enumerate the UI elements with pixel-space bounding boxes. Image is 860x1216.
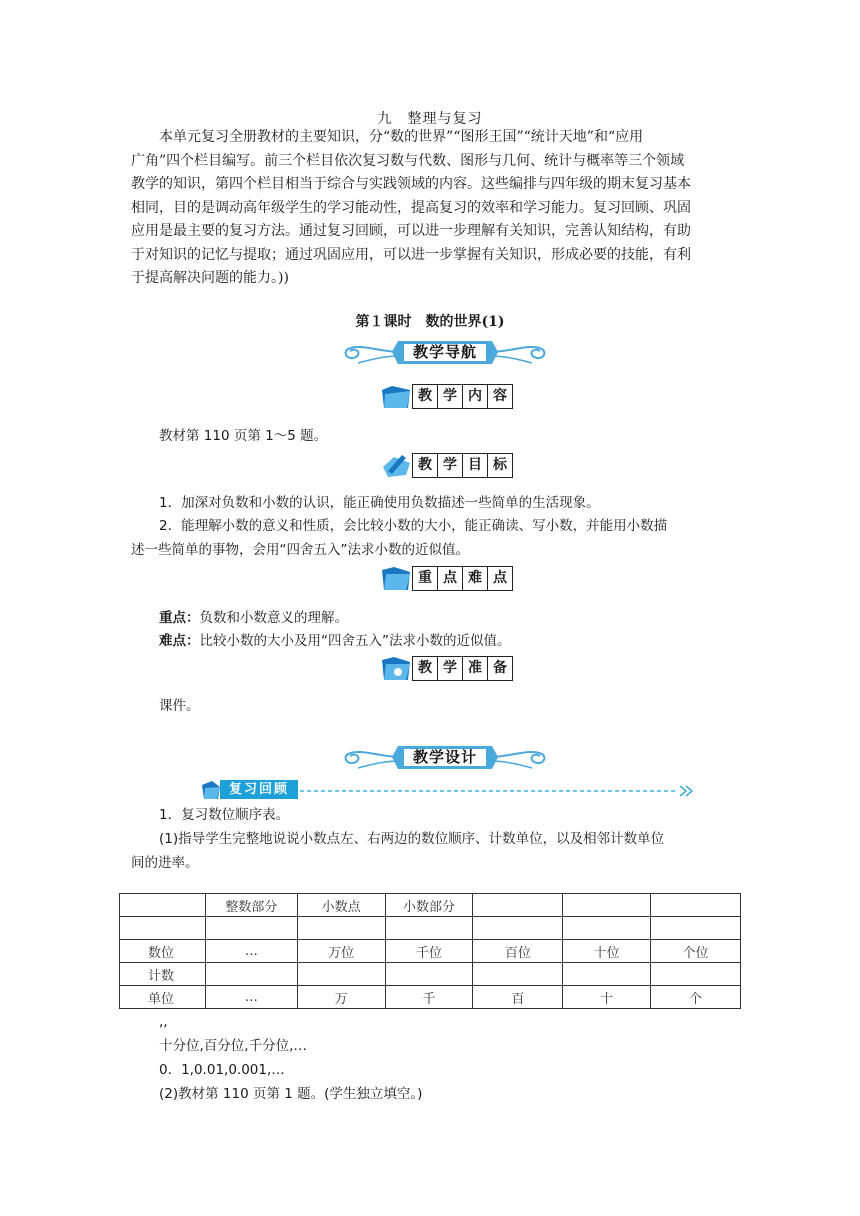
table-cell: 百位 (473, 940, 563, 963)
folder-icon (380, 564, 414, 592)
table-cell: 万位 (297, 940, 385, 963)
heading-char: 学 (437, 453, 463, 478)
intro-line: 于对知识的记忆与提取；通过巩固应用，可以进一步掌握有关知识，形成必要的技能，有利 (131, 246, 691, 263)
item-1b: (2)教材第 110 页第 1 题。(学生独立填空。) (159, 1086, 423, 1102)
intro-line: 应用是最主要的复习方法。通过复习回顾，可以进一步理解有关知识，完善认知结构，有助 (131, 223, 691, 239)
pen-folder-icon (380, 451, 414, 479)
heading-char: 教 (412, 384, 438, 409)
table-cell (385, 917, 473, 940)
goal-2-line1: 2．能理解小数的意义和性质，会比较小数的大小，能正确读、写小数，并能用小数描 (159, 518, 668, 534)
heading-char: 点 (437, 566, 463, 591)
hard-label: 难点： (159, 633, 200, 649)
difficult-point (159, 629, 511, 649)
banner-label: 教学导航 (412, 343, 477, 361)
key-label: 重点： (159, 610, 200, 626)
heading-char: 点 (487, 566, 513, 591)
decimal-units: 0．1,0.01,0.001,… (159, 1062, 285, 1078)
lesson-title: 第１课时 数的世界(1) (355, 314, 505, 330)
intro-line: 于提高解决问题的能力。)) (131, 270, 289, 286)
decimal-places: 十分位,百分位,千分位,… (159, 1038, 307, 1054)
table-cell: 十位 (563, 940, 651, 963)
table-cell: … (205, 940, 297, 963)
heading-char: 容 (487, 384, 513, 409)
key-text: 负数和小数意义的理解。 (199, 610, 348, 626)
key-point (159, 606, 348, 626)
heading-char: 目 (462, 453, 488, 478)
heading-char: 学 (437, 384, 463, 409)
place-value-table (119, 893, 741, 1009)
folder-icon (380, 654, 414, 682)
table-cell (563, 963, 651, 986)
table-cell: 单位 (120, 986, 206, 1009)
table-cell (205, 917, 297, 940)
table-row (120, 986, 741, 1009)
table-cell (120, 894, 206, 917)
table-row (120, 963, 741, 986)
table-cell: 小数点 (297, 894, 385, 917)
heading-char: 难 (462, 566, 488, 591)
table-cell: 个位 (651, 940, 741, 963)
table-cell (473, 917, 563, 940)
table-cell: 个 (651, 986, 741, 1009)
table-cell: 千位 (385, 940, 473, 963)
table-cell (297, 917, 385, 940)
item-1: 1．复习数位顺序表。 (159, 807, 290, 823)
item-1a-line1: (1)指导学生完整地说说小数点左、右两边的数位顺序、计数单位，以及相邻计数单位 (159, 831, 665, 847)
table-cell (651, 894, 741, 917)
table-cell (651, 963, 741, 986)
table-row (120, 917, 741, 940)
table-cell (651, 917, 741, 940)
table-cell (473, 963, 563, 986)
banner-label: 教学设计 (412, 748, 477, 766)
review-label: 复习回顾 (220, 780, 298, 799)
heading-char: 重 (412, 566, 438, 591)
table-cell (473, 894, 563, 917)
heading-char: 标 (487, 453, 513, 478)
intro-line: 广角”四个栏目编写。前三个栏目依次复习数与代数、图形与几何、统计与概率等三个领域 (131, 152, 685, 169)
table-cell: … (205, 986, 297, 1009)
table-cell (205, 963, 297, 986)
heading-char: 教 (412, 453, 438, 478)
intro-line: 本单元复习全册教材的主要知识，分“数的世界”“图形王国”“统计天地”和“应用 (159, 129, 644, 145)
heading-char: 学 (437, 656, 463, 681)
heading-char: 备 (487, 656, 513, 681)
content-text: 教材第 110 页第 1～5 题。 (159, 428, 328, 444)
table-cell: 千 (385, 986, 473, 1009)
folder-icon (380, 382, 414, 410)
goal-1: 1．加深对负数和小数的认识，能正确使用负数描述一些简单的生活现象。 (159, 495, 600, 511)
prep-text: 课件。 (159, 698, 200, 714)
table-cell (385, 963, 473, 986)
teaching-design-banner (340, 742, 550, 772)
table-row (120, 894, 741, 917)
table-cell (120, 917, 206, 940)
table-cell (297, 963, 385, 986)
intro-line: 教学的知识，第四个栏目相当于综合与实践领域的内容。这些编排与四年级的期末复习基本 (131, 176, 691, 192)
item-1a-line2: 间的进率。 (131, 855, 199, 871)
intro-line: 相同，目的是调动高年级学生的学习能动性，提高复习的效率和学习能力。复习回顾、巩固 (131, 199, 691, 216)
table-cell: 百 (473, 986, 563, 1009)
chapter-title: 九 整理与复习 (377, 111, 483, 127)
table-cell: 小数部分 (385, 894, 473, 917)
review-heading (200, 779, 700, 801)
heading-char: 内 (462, 384, 488, 409)
hard-text: 比较小数的大小及用“四舍五入”法求小数的近似值。 (199, 633, 511, 649)
table-row (120, 940, 741, 963)
table-cell: 计数 (120, 963, 206, 986)
after-table-commas: ,, (159, 1014, 168, 1030)
table-cell: 十 (563, 986, 651, 1009)
heading-char: 教 (412, 656, 438, 681)
intro-paragraph (131, 126, 731, 291)
goal-2-line2: 述一些简单的事物，会用“四舍五入”法求小数的近似值。 (131, 542, 469, 558)
table-cell: 整数部分 (205, 894, 297, 917)
table-cell (563, 894, 651, 917)
heading-char: 准 (462, 656, 488, 681)
teaching-guide-banner (340, 337, 550, 367)
table-cell: 万 (297, 986, 385, 1009)
table-cell (563, 917, 651, 940)
table-cell: 数位 (120, 940, 206, 963)
